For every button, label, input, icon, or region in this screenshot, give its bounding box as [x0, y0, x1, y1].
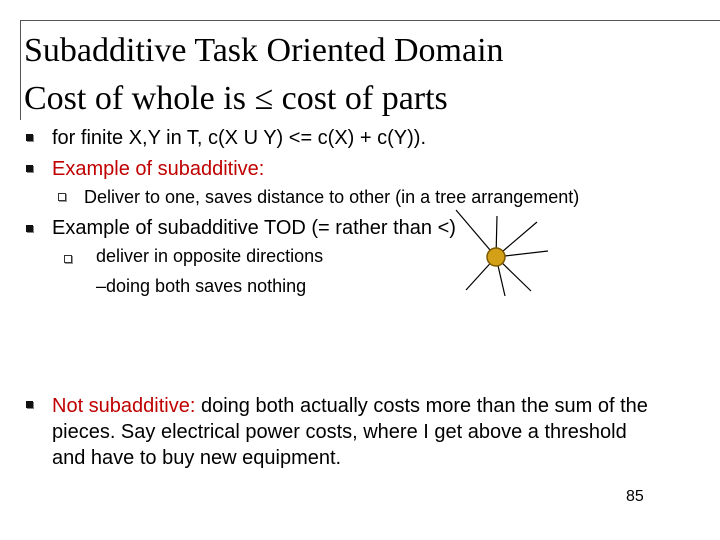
spoke-line	[466, 257, 496, 290]
spoke-line	[496, 257, 505, 296]
page-number: 85	[626, 488, 644, 505]
bullet-text-tod-example: Example of subadditive TOD (= rather than <)	[52, 217, 456, 239]
sub-bullet-hollow-square-icon	[58, 193, 66, 201]
spoke-line	[496, 222, 537, 257]
sub-bullet-text-saves-nothing: –doing both saves nothing	[96, 276, 307, 296]
bullet-square-icon	[26, 134, 33, 141]
not-subadditive-rest: doing both actually costs more than the sum of the	[200, 395, 648, 417]
bullet-square-icon	[26, 225, 33, 232]
bullet-text-not-subadditive	[52, 394, 648, 418]
spoke-line	[496, 216, 497, 257]
spoke-line	[496, 257, 531, 291]
bullet-square-icon	[26, 165, 33, 172]
depot-hub-icon	[487, 248, 505, 266]
sub-bullet-hollow-square-icon	[64, 255, 72, 263]
not-subadditive-label: Not subadditive:	[52, 395, 201, 417]
sub-bullet-text-deliver-one: Deliver to one, saves distance to other (in a tree arrangement)	[84, 187, 580, 207]
slide-title-line-1: Subadditive Task Oriented Domain	[24, 32, 504, 69]
sub-bullet-text-opposite-directions: deliver in opposite directions	[96, 246, 324, 266]
bullet-square-icon	[26, 401, 33, 408]
bullet-text-not-subadditive-line-3: and have to buy new equipment.	[52, 447, 342, 469]
bullet-text-not-subadditive-line-2: pieces. Say electrical power costs, where I get above a threshold	[52, 421, 627, 443]
bullet-text-definition: for finite X,Y in T, c(X U Y) <= c(X) + c(Y)).	[52, 127, 427, 149]
spoke-line	[456, 210, 496, 257]
bullet-text-example: Example of subadditive:	[52, 158, 265, 180]
spoke-line	[496, 251, 548, 257]
slide-title-line-2: Cost of whole is ≤ cost of parts	[24, 80, 448, 117]
